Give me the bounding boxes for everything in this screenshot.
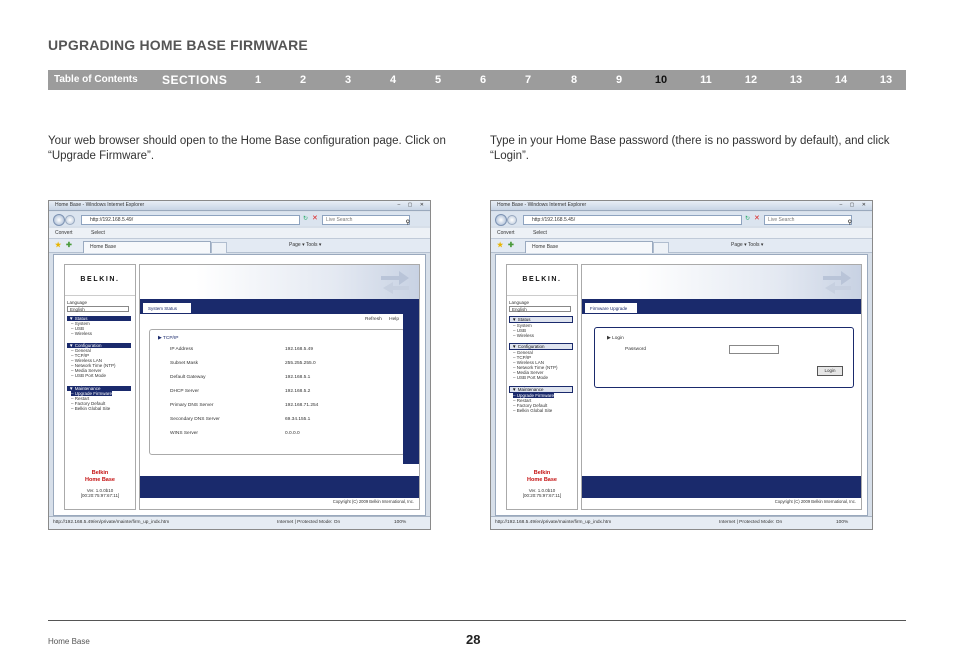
nav-media-server[interactable]: – Media Server [513, 370, 544, 375]
row-label: IP Address [170, 347, 194, 352]
help-link[interactable]: Help [389, 317, 399, 322]
left-instruction: Your web browser should open to the Home Base configuration page. Click on “Upgrade Firmware”. [48, 135, 446, 162]
tcpip-heading: ▶ TCP/IP [158, 336, 179, 341]
nav-upgrade-firmware[interactable]: – Upgrade Firmware [513, 393, 555, 398]
tab-title: Home Base [532, 244, 559, 250]
configuration-heading[interactable]: ▼ Configuration [509, 343, 573, 350]
nav-wireless[interactable]: – Wireless [513, 333, 535, 338]
nav-restart[interactable]: – Restart [71, 396, 90, 401]
browser-window-title: Home Base - Windows Internet Explorer [497, 202, 587, 208]
address-row [491, 212, 872, 226]
browser-tab[interactable] [83, 241, 211, 253]
section-link-4[interactable]: 4 [389, 74, 397, 86]
maintenance-heading[interactable]: ▼ Maintenance [67, 386, 131, 391]
row-value: 192.168.5.1 [285, 375, 311, 380]
version-info [65, 488, 135, 498]
row-value: 0.0.0.0 [285, 431, 300, 436]
firmware-upgrade-tab[interactable]: Firmware Upgrade [584, 302, 638, 314]
sections-label: SECTIONS [162, 73, 228, 87]
footer-product: Home Base [527, 477, 557, 483]
section-link-1[interactable]: 1 [254, 74, 262, 86]
convert-button[interactable]: Convert [497, 230, 515, 236]
version-number: Ver. 1.0.0b10 [528, 488, 556, 493]
belkin-home-base-label [65, 470, 135, 484]
section-link-13[interactable]: 13 [789, 74, 803, 86]
search-input[interactable] [764, 215, 852, 225]
section-link-9[interactable]: 9 [615, 74, 623, 86]
nav-factory-default[interactable]: – Factory Default [513, 403, 548, 408]
add-favorite-icon[interactable]: ✚ [508, 242, 514, 249]
convert-button[interactable]: Convert [55, 230, 73, 236]
footer-dark-bar [140, 476, 419, 498]
password-label: Password [625, 347, 647, 352]
row-value: 192.168.5.2 [285, 389, 311, 394]
nav-network-time[interactable]: – Network Time (NTP) [71, 363, 116, 368]
maintenance-section [67, 386, 131, 411]
search-input[interactable] [322, 215, 410, 225]
page-number: 28 [466, 632, 481, 647]
section-link-10-active[interactable]: 10 [654, 74, 668, 86]
refresh-icon[interactable]: ↻ [303, 216, 309, 222]
address-url: http://192.168.5.49/ [90, 217, 134, 223]
row-label: Primary DNS Server [170, 403, 214, 408]
row-value: 192.168.71.254 [285, 403, 319, 408]
row-label: WINS Server [170, 431, 198, 436]
search-icon[interactable]: ⚲ [847, 220, 852, 226]
window-controls-icon[interactable]: – ▢ ✕ [397, 202, 427, 208]
nav-belkin-global-site[interactable]: – Belkin Global Site [513, 408, 553, 413]
maintenance-heading[interactable]: ▼ Maintenance [509, 386, 573, 393]
maintenance-section [509, 386, 573, 413]
configuration-heading[interactable]: ▼ Configuration [67, 343, 131, 348]
version-number: Ver. 1.0.0b10 [86, 488, 114, 493]
row-value: 255.255.255.0 [285, 361, 316, 366]
new-tab-button[interactable] [653, 242, 669, 253]
password-input[interactable] [729, 345, 779, 354]
page-tools-menu[interactable]: Page ▾ Tools ▾ [289, 242, 322, 248]
section-link-7[interactable]: 7 [524, 74, 532, 86]
footer-dark-bar [582, 476, 861, 498]
section-link-14[interactable]: 14 [834, 74, 848, 86]
select-button[interactable]: Select [91, 230, 105, 236]
tcpip-status-box [149, 329, 405, 455]
section-link-6[interactable]: 6 [479, 74, 487, 86]
address-bar[interactable] [81, 215, 300, 225]
screenshot-firmware-login [490, 200, 873, 530]
table-of-contents-link[interactable]: Table of Contents [54, 74, 138, 85]
language-label: Language [509, 300, 530, 305]
new-tab-button[interactable] [211, 242, 227, 253]
login-heading: ▶ Login [607, 336, 624, 341]
status-heading[interactable]: ▼ Status [67, 316, 131, 321]
search-icon[interactable]: ⚲ [405, 220, 410, 226]
status-url: http://192.168.5.49/en/private/mainte/firm_up_indx.htm [53, 520, 170, 525]
nav-tcpip[interactable]: – TCP/IP [513, 355, 532, 360]
footer-product-name: Home Base [48, 637, 90, 646]
window-controls-icon[interactable]: – ▢ ✕ [839, 202, 869, 208]
nav-restart[interactable]: – Restart [513, 398, 532, 403]
section-link-3[interactable]: 3 [344, 74, 352, 86]
status-row [170, 417, 311, 422]
right-dark-strip [403, 314, 419, 464]
nav-belkin-global-site[interactable]: – Belkin Global Site [71, 406, 111, 411]
footer-divider [48, 620, 906, 621]
header-banner [582, 265, 861, 299]
belkin-left-nav [64, 264, 136, 510]
nav-media-server[interactable]: – Media Server [71, 368, 102, 373]
footer-brand: Belkin [533, 470, 551, 476]
section-link-11[interactable]: 11 [700, 74, 712, 86]
browser-status-bar [49, 516, 430, 529]
arrows-logo-icon [821, 268, 853, 294]
belkin-left-nav [506, 264, 578, 510]
section-link-2[interactable]: 2 [299, 74, 307, 86]
refresh-help-links [359, 317, 399, 322]
right-instruction: Type in your Home Base password (there is no password by default), and click “Login”. [490, 135, 890, 162]
nav-general[interactable]: – General [71, 348, 91, 353]
page-content [53, 254, 426, 516]
refresh-icon[interactable]: ↻ [745, 216, 751, 222]
page-title: UPGRADING HOME BASE FIRMWARE [48, 37, 308, 53]
belkin-main-panel [581, 264, 862, 510]
search-placeholder: Live Search [768, 217, 795, 223]
nav-wireless-lan[interactable]: – Wireless LAN [513, 360, 545, 365]
status-row [170, 375, 311, 380]
nav-usb-port-mode[interactable]: – USB Port Mode [71, 373, 107, 378]
stop-icon[interactable]: ✕ [754, 215, 760, 222]
favorites-star-icon[interactable]: ★ [497, 242, 504, 249]
nav-factory-default[interactable]: – Factory Default [71, 401, 106, 406]
command-row [491, 228, 872, 239]
page-content [495, 254, 868, 516]
zoom-level[interactable]: 100% [836, 520, 849, 525]
belkin-main-panel [139, 264, 420, 510]
section-link-15[interactable]: 13 [879, 74, 893, 86]
forward-button-icon[interactable] [507, 215, 517, 225]
status-section [67, 316, 131, 336]
system-status-tab[interactable]: System Status [142, 302, 192, 314]
configuration-section [509, 343, 573, 380]
nav-system[interactable]: – System [71, 321, 90, 326]
browser-title-bar [491, 201, 872, 211]
status-row [170, 347, 314, 352]
language-select[interactable]: English [509, 306, 571, 312]
copyright-text: Copyright (C) 2009 Belkin International, Inc. [332, 499, 414, 504]
language-label: Language [67, 300, 88, 305]
belkin-logo: BELKIN. [507, 265, 577, 296]
refresh-link[interactable]: Refresh [364, 317, 382, 322]
stop-icon[interactable]: ✕ [312, 215, 318, 222]
browser-title-bar [49, 201, 430, 211]
version-info [507, 488, 577, 498]
favorites-star-icon[interactable]: ★ [55, 242, 62, 249]
row-label: Subnet Mask [170, 361, 198, 366]
select-button[interactable]: Select [533, 230, 547, 236]
tab-title: Home Base [90, 244, 117, 250]
copyright-text: Copyright (C) 2009 Belkin International, Inc. [774, 499, 856, 504]
belkin-logo: BELKIN. [65, 265, 135, 296]
favorites-row [491, 239, 872, 253]
command-row [49, 228, 430, 239]
browser-tab[interactable] [525, 241, 653, 253]
status-section [509, 316, 573, 338]
nav-usb-port-mode[interactable]: – USB Port Mode [513, 375, 549, 380]
status-url: http://192.168.5.49/en/private/mainte/firm_up_indx.htm [495, 520, 612, 525]
section-nav-bar [48, 70, 906, 90]
address-row [49, 212, 430, 226]
status-row [170, 431, 300, 436]
row-label: DHCP Server [170, 389, 199, 394]
section-link-8[interactable]: 8 [570, 74, 578, 86]
zone-indicator: Internet | Protected Mode: On [277, 520, 341, 525]
forward-button-icon[interactable] [65, 215, 75, 225]
address-url: http://192.168.5.45/ [532, 217, 576, 223]
nav-wireless-lan[interactable]: – Wireless LAN [71, 358, 103, 363]
favorites-row [49, 239, 430, 253]
nav-wireless[interactable]: – Wireless [71, 331, 93, 336]
language-select[interactable]: English [67, 306, 129, 312]
build-id: [00:20:75:97:67:11] [80, 493, 120, 498]
back-button-icon[interactable] [495, 214, 507, 226]
status-heading[interactable]: ▼ Status [509, 316, 573, 323]
row-value: 69.34.155.1 [285, 417, 311, 422]
row-label: Default Gateway [170, 375, 206, 380]
zoom-level[interactable]: 100% [394, 520, 407, 525]
row-label: Secondary DNS Server [170, 417, 220, 422]
row-value: 192.168.5.49 [285, 347, 314, 352]
nav-tcpip[interactable]: – TCP/IP [71, 353, 90, 358]
footer-brand: Belkin [91, 470, 109, 476]
add-favorite-icon[interactable]: ✚ [66, 242, 72, 249]
nav-network-time[interactable]: – Network Time (NTP) [513, 365, 558, 370]
header-banner [140, 265, 419, 299]
arrows-logo-icon [379, 268, 411, 294]
section-link-5[interactable]: 5 [434, 74, 442, 86]
nav-upgrade-firmware[interactable]: – Upgrade Firmware [71, 391, 113, 396]
status-row [170, 403, 319, 408]
nav-general[interactable]: – General [513, 350, 533, 355]
nav-usb[interactable]: – USB [71, 326, 85, 331]
status-row [170, 389, 311, 394]
browser-status-bar [491, 516, 872, 529]
search-placeholder: Live Search [326, 217, 353, 223]
configuration-section [67, 343, 131, 378]
nav-usb[interactable]: – USB [513, 328, 527, 333]
login-button[interactable]: Login [817, 366, 843, 376]
nav-system[interactable]: – System [513, 323, 532, 328]
screenshot-system-status [48, 200, 431, 530]
status-row [170, 361, 316, 366]
footer-product: Home Base [85, 477, 115, 483]
address-bar[interactable] [523, 215, 742, 225]
page-tools-menu[interactable]: Page ▾ Tools ▾ [731, 242, 764, 248]
back-button-icon[interactable] [53, 214, 65, 226]
section-link-12[interactable]: 12 [744, 74, 758, 86]
login-box [594, 327, 854, 388]
build-id: [00:20:75:97:67:11] [522, 493, 562, 498]
zone-indicator: Internet | Protected Mode: On [719, 520, 783, 525]
browser-window-title: Home Base - Windows Internet Explorer [55, 202, 145, 208]
belkin-home-base-label [507, 470, 577, 484]
